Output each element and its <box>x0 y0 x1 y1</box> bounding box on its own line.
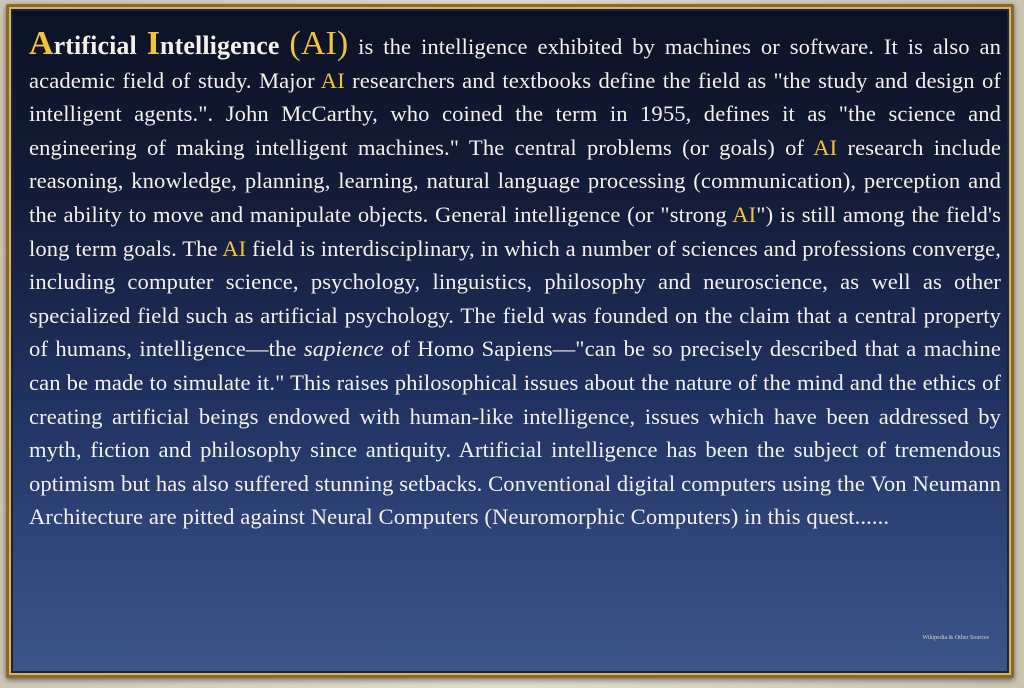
poster-frame-border <box>9 7 1011 675</box>
source-credit: Wikipedia & Other Sources <box>922 635 989 641</box>
poster-paragraph <box>29 27 1001 534</box>
highlight-ai-4: AI <box>222 235 247 261</box>
title-word-intelligence: ntelligence <box>160 31 280 60</box>
text-segment-2: researchers and textbooks define the field as "the study and design of intelligent agents.". John McCarthy, who coined the term in 1955, defines it as "the science and engineering of making intelligent machines." The central problems (or goals) of <box>29 67 1002 160</box>
text-segment-5: field is interdisciplinary, in which a number of sciences and professions converge, including computer science, psychology, linguistics, philosophy and neuroscience, as well as other specialized field such as artificial psychology. The field was founded on the claim that a central property of humans, intelligence—the <box>29 235 1002 362</box>
poster-body-text <box>29 27 1001 534</box>
highlight-ai-3: AI <box>732 201 757 227</box>
poster-frame <box>6 4 1014 678</box>
text-segment-3: research include reasoning, knowledge, planning, learning, natural language processing (communication), perception and the ability to move and manipulate objects. General intelligence (or "strong <box>29 134 1002 227</box>
highlight-ai-1: AI <box>320 67 345 93</box>
title-initial-a: A <box>29 25 54 62</box>
poster-panel <box>13 11 1007 671</box>
text-segment-4: ") is still among the field's long term goals. The <box>29 201 1001 261</box>
title-initial-i: I <box>146 25 161 62</box>
title-word-artificial: rtificial <box>53 31 137 60</box>
text-segment-1: is the intelligence exhibited by machines or software. It is also an academic field of study. Major <box>29 34 1001 93</box>
text-segment-6: of Homo Sapiens—"can be so precisely described that a machine can be made to simulate it." This raises philosophical issues about the nature of the mind and the ethics of creating artificial beings endowed with human-like intelligence, issues which have been addressed by myth, fiction and philosophy since antiquity. Artificial intelligence has been the subject of tremendous optimism but has also suffered stunning setbacks. Conventional digital computers using the Von Neumann Architecture are pitted against Neural Computers (Neuromorphic Computers) in this quest...... <box>29 336 1001 530</box>
highlight-ai-2: AI <box>813 134 838 160</box>
italic-sapience: sapience <box>303 336 384 362</box>
title-abbreviation: (AI) <box>289 25 349 62</box>
